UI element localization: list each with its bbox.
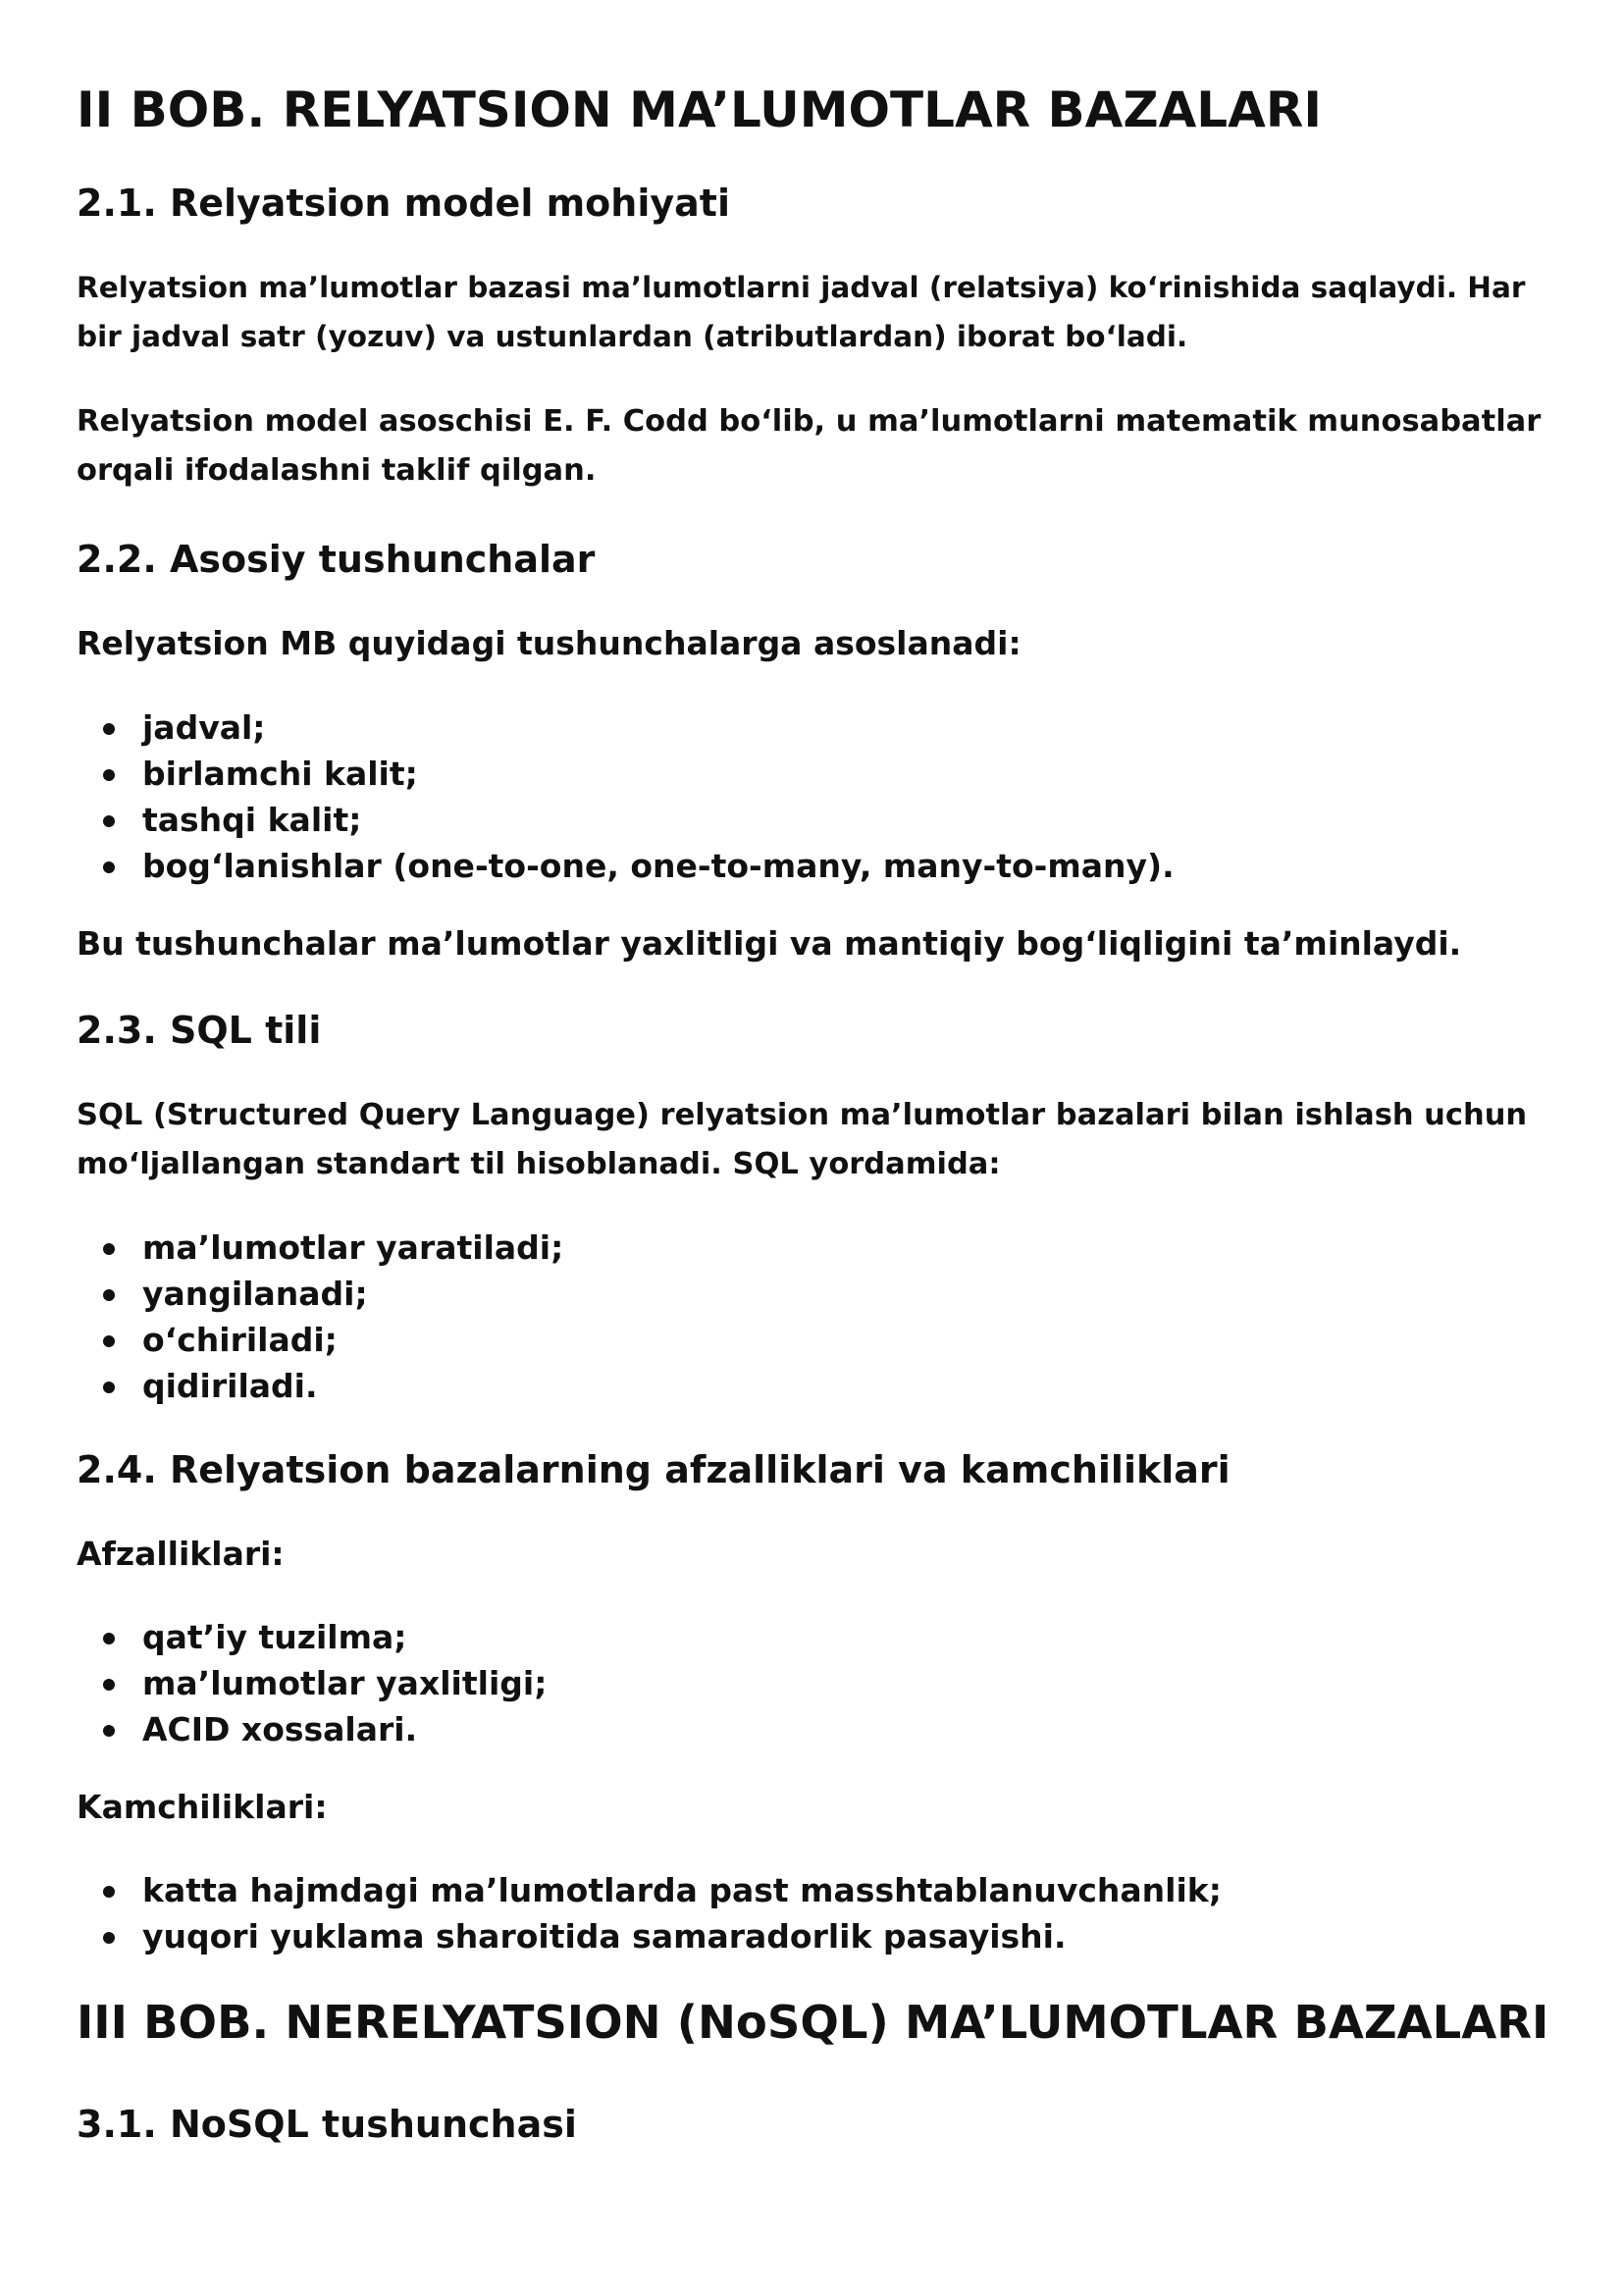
list-item: ma’lumotlar yaxlitligi; (77, 1660, 547, 1706)
list-item: birlamchi kalit; (77, 751, 1175, 797)
chapter-2-title: II BOB. RELYATSION MA’LUMOTLAR BAZALARI (77, 81, 1322, 138)
section-2-1-heading: 2.1. Relyatsion model mohiyati (77, 182, 730, 225)
list-item: jadval; (77, 704, 1175, 751)
list-item: yuqori yuklama sharoitida samaradorlik pasayishi. (77, 1913, 1222, 1959)
list-item: ma’lumotlar yaratiladi; (77, 1225, 563, 1271)
section-2-2-list (77, 704, 1175, 889)
paragraph-line: orqali ifodalashni taklif qilgan. (77, 453, 597, 488)
list-item: bog‘lanishlar (one-to-one, one-to-many, many-to-many). (77, 843, 1175, 889)
disadvantages-list (77, 1867, 1222, 1959)
list-item: katta hajmdagi ma’lumotlarda past masshtablanuvchanlik; (77, 1867, 1222, 1913)
list-item: o‘chiriladi; (77, 1317, 563, 1363)
advantages-label: Afzalliklari: (77, 1535, 285, 1573)
list-item: yangilanadi; (77, 1271, 563, 1317)
section-2-1-paragraph-1 (77, 263, 1525, 361)
section-2-2-intro: Relyatsion MB quyidagi tushunchalarga asoslanadi: (77, 624, 1022, 662)
section-2-2-outro: Bu tushunchalar ma’lumotlar yaxlitligi va mantiqiy bog‘liqligini ta’minlaydi. (77, 924, 1462, 963)
list-item: tashqi kalit; (77, 797, 1175, 843)
paragraph-line: bir jadval satr (yozuv) va ustunlardan (atributlardan) iborat bo‘ladi. (77, 320, 1188, 353)
section-2-3-list (77, 1225, 563, 1409)
advantages-list (77, 1614, 547, 1752)
section-2-3-heading: 2.3. SQL tili (77, 1009, 322, 1052)
section-2-4-heading: 2.4. Relyatsion bazalarning afzalliklari va kamchiliklari (77, 1448, 1231, 1491)
paragraph-line: mo‘ljallangan standart til hisoblanadi. SQL yordamida: (77, 1147, 1001, 1181)
list-item: qat’iy tuzilma; (77, 1614, 547, 1660)
chapter-3-title: III BOB. NERELYATSION (NoSQL) MA’LUMOTLAR BAZALARI (77, 1996, 1549, 2049)
paragraph-line: Relyatsion ma’lumotlar bazasi ma’lumotlarni jadval (relatsiya) ko‘rinishida saqlaydi. Har (77, 271, 1526, 304)
disadvantages-label: Kamchiliklari: (77, 1788, 328, 1826)
list-item: qidiriladi. (77, 1363, 563, 1409)
section-2-2-heading: 2.2. Asosiy tushunchalar (77, 538, 596, 581)
section-2-3-paragraph (77, 1091, 1527, 1189)
section-3-1-heading: 3.1. NoSQL tushunchasi (77, 2103, 577, 2146)
paragraph-line: Relyatsion model asoschisi E. F. Codd bo‘lib, u ma’lumotlarni matematik munosabatlar (77, 404, 1542, 439)
list-item: ACID xossalari. (77, 1706, 547, 1752)
section-2-1-paragraph-2 (77, 397, 1541, 496)
paragraph-line: SQL (Structured Query Language) relyatsion ma’lumotlar bazalari bilan ishlash uchun (77, 1098, 1528, 1132)
